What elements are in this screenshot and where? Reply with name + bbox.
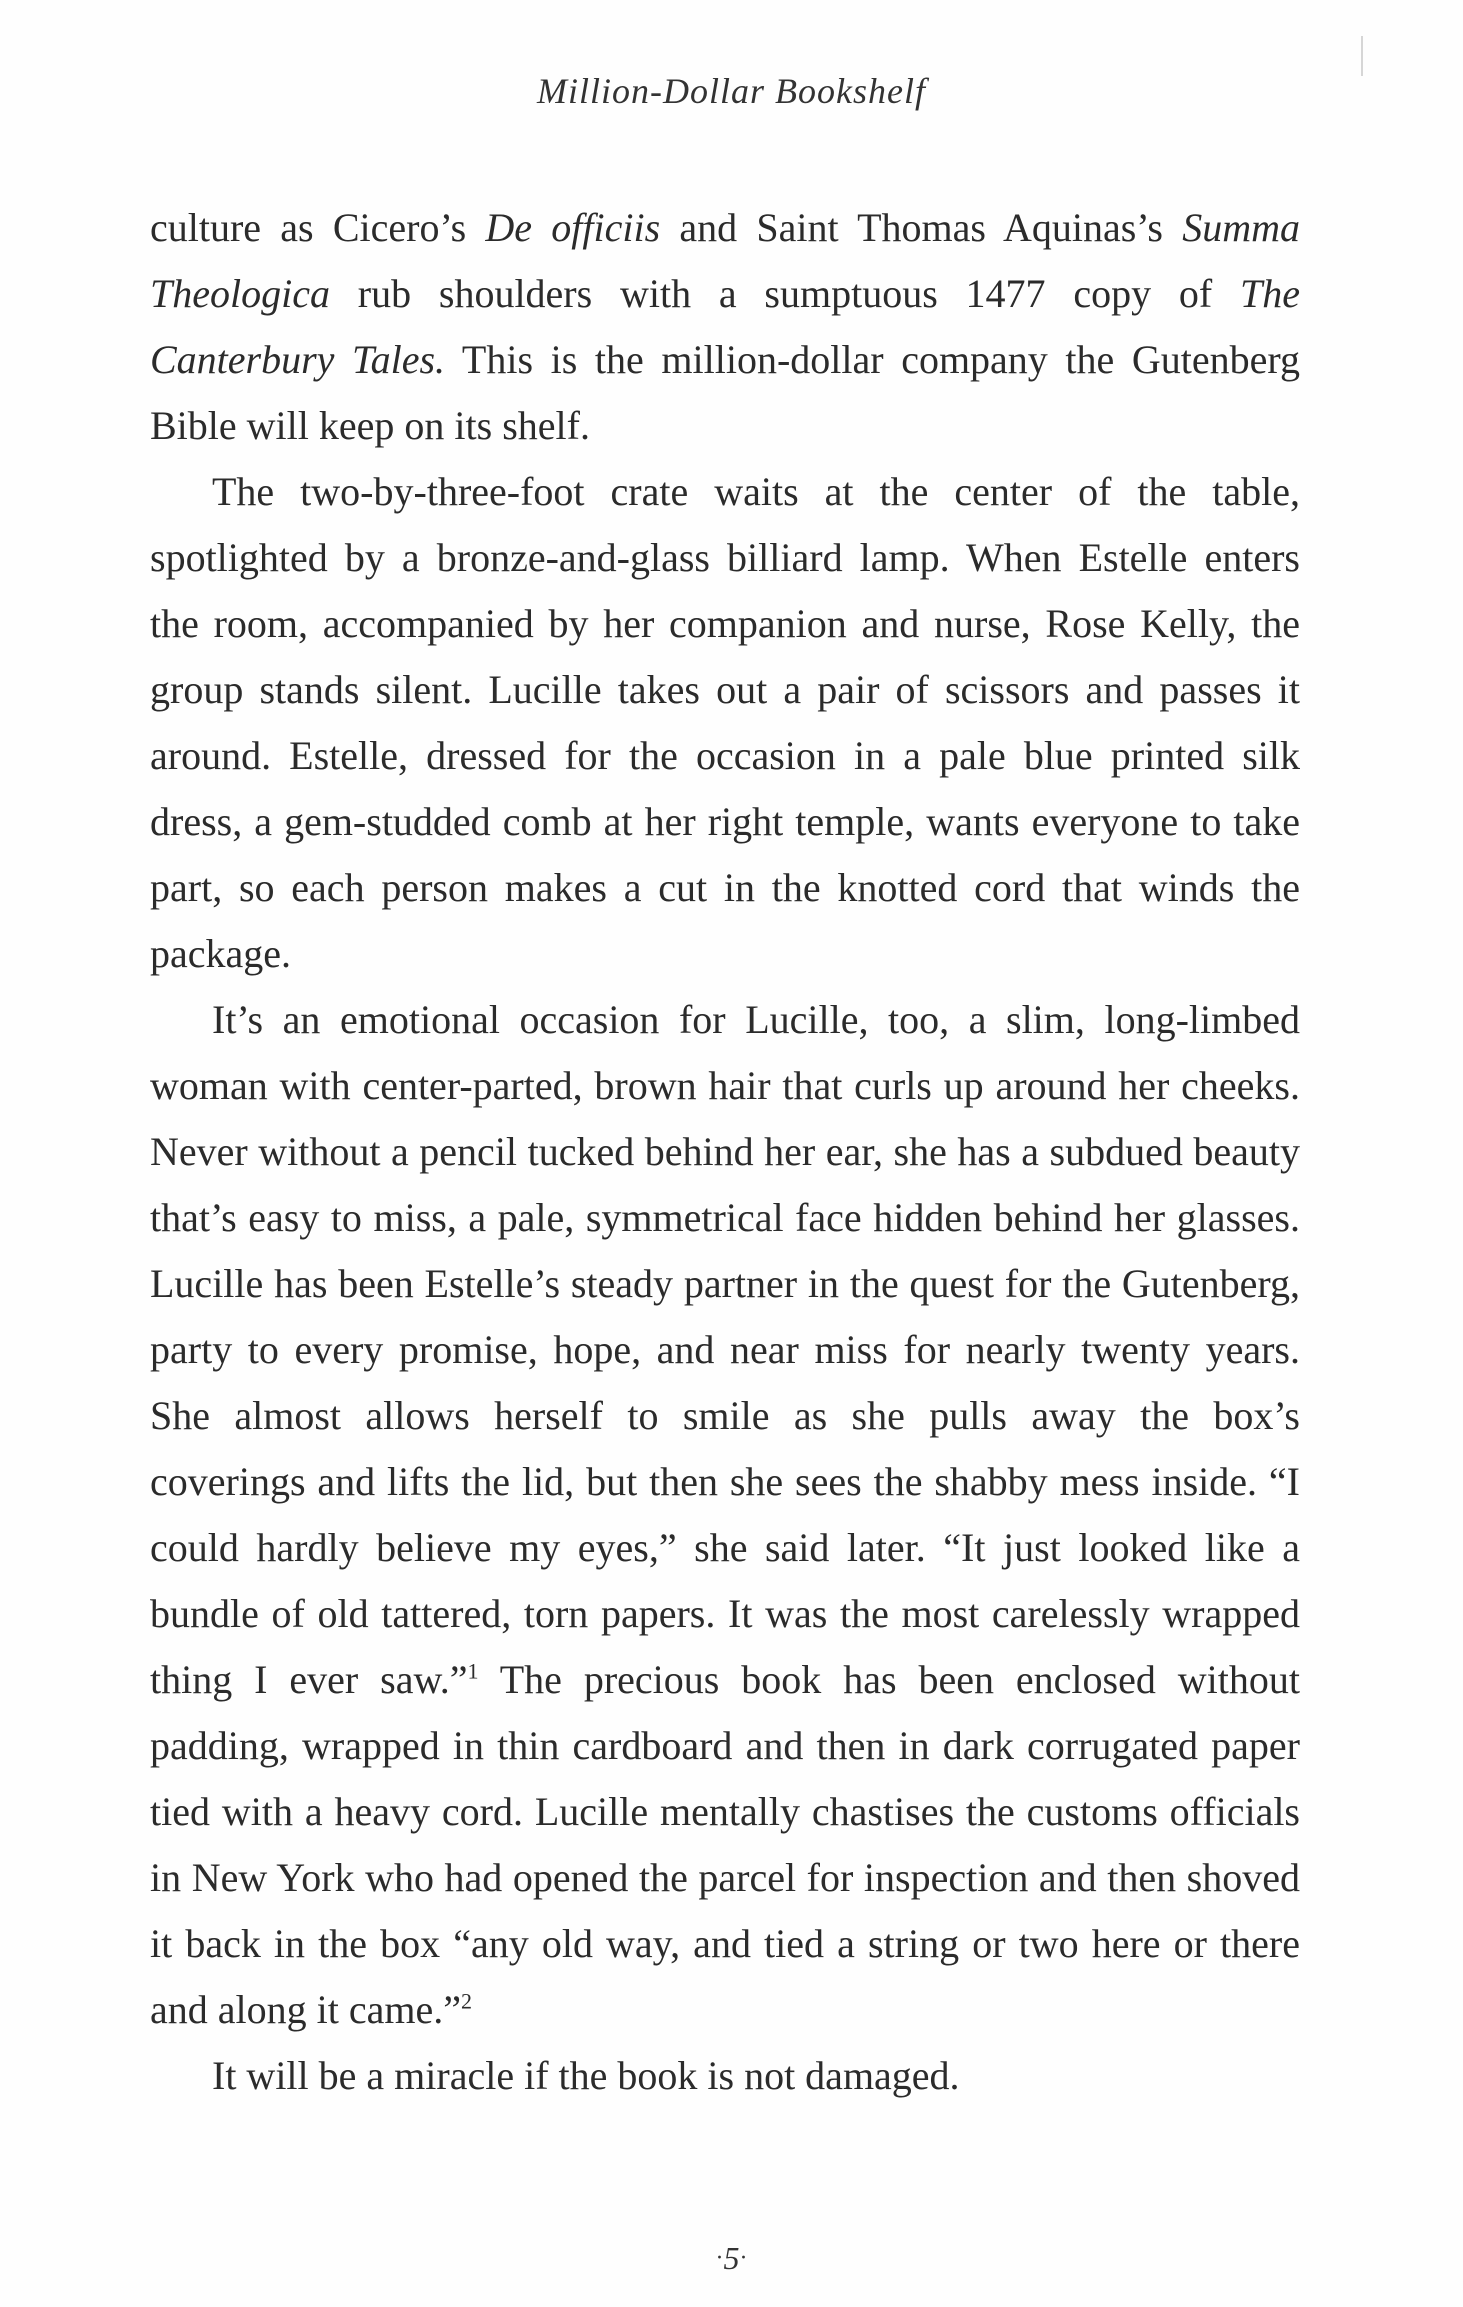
footnote-ref-2[interactable]: 2: [460, 1988, 472, 2014]
paragraph-1: [150, 195, 1300, 459]
paragraph-3-text-b: The precious book has been enclosed without padding, wrapped in thin cardboard and then in dark corrugated paper tied with a heavy cord. Lucille mentally chastises the customs officials in New York who had opened the parcel for inspection and then shoved it back in the box “any old way, and tied a string or two here or there and along it came.”: [150, 1657, 1300, 2032]
footnote-ref-1[interactable]: 1: [467, 1658, 479, 1684]
paragraph-4: It will be a miracle if the book is not damaged.: [212, 2053, 960, 2098]
paragraph-1-text-a: culture as Cicero’s: [150, 205, 486, 250]
paragraph-2: The two-by-three-foot crate waits at the center of the table, spotlighted by a bronze-and-glass billiard lamp. When Estelle enters the room, accompanied by her companion and nurse, Rose Kelly, the group stands silent. Lucille takes out a pair of scissors and passes it around. Estelle, dressed for the occasion in a pale blue printed silk dress, a gem-studded comb at her right temple, wants everyone to take part, so each person makes a cut in the knotted cord that winds the package.: [150, 469, 1300, 976]
paragraph-1-text-e: rub shoulders with a sumptuous 1477 copy of: [329, 271, 1240, 316]
page-number-value: 5: [723, 2240, 740, 2276]
title-summa-theologica: Summa Theologica: [150, 205, 1300, 316]
paragraph-3: [150, 987, 1300, 2043]
paragraph-3-text-a: It’s an emotional occasion for Lucille, too, a slim, long-limbed woman with center-parted, brown hair that curls up around her cheeks. Never without a pencil tucked behind her ear, she has a subdued beauty that’s easy to miss, a pale, symmetrical face hidden behind her glasses. Lucille has been Estelle’s steady partner in the quest for the Gutenberg, party to every promise, hope, and near miss for nearly twenty years. She almost allows herself to smile as she pulls away the box’s coverings and lifts the lid, but then she sees the shabby mess inside. “I could hardly believe my eyes,” she said later. “It just looked like a bundle of old tattered, torn papers. It was the most carelessly wrapped thing I ever saw.”: [150, 997, 1300, 1702]
running-head: Million-Dollar Bookshelf: [537, 71, 926, 111]
paragraph-1-text-g: This is the million-dollar company the Gutenberg Bible will keep on its shelf.: [150, 337, 1300, 448]
page-number: [0, 2240, 1463, 2277]
folio-dot-left: ·: [715, 2245, 724, 2271]
folio-dot-right: ·: [739, 2245, 748, 2271]
body-text: [150, 195, 1300, 2109]
paragraph-1-text-c: and Saint Thomas Aquinas’s: [660, 205, 1183, 250]
title-canterbury-tales: The Canterbury Tales.: [150, 271, 1300, 382]
title-de-officiis: De officiis: [485, 205, 661, 250]
